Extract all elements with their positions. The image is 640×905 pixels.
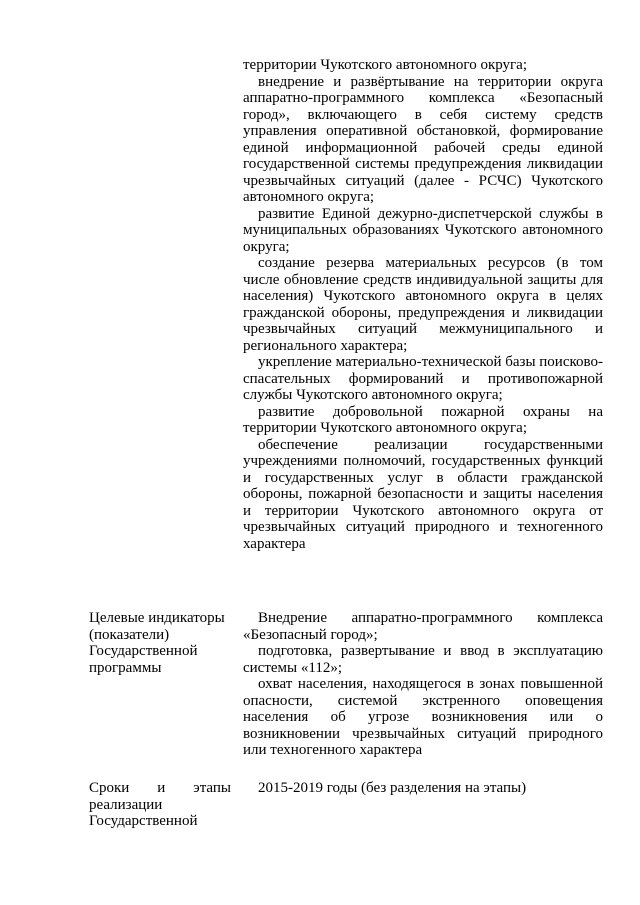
paragraph: обеспечение реализации государственными учреждениями полномочий, государственных функций и государственных услуг в области гражданской обороны, пожарной безопасности и защиты населения и территории Чукотского автономного округа от чрезвычайных ситуаций природного и техногенного характера <box>243 436 603 552</box>
row-label-indicators <box>89 610 231 676</box>
row-label-terms <box>89 780 231 830</box>
paragraph: подготовка, развертывание и ввод в эксплуатацию системы «112»; <box>243 643 603 676</box>
indicators-content <box>243 610 603 759</box>
paragraph: охват населения, находящегося в зонах повышенной опасности, системой экстренного оповещения населения об угрозе возникновения или о возникновении чрезвычайных ситуаций природного или техногенного характера <box>243 676 603 758</box>
paragraph: 2015-2019 годы (без разделения на этапы) <box>258 780 527 796</box>
paragraph: создание резерва материальных ресурсов (в том числе обновление средств индивидуальной защиты для населения) Чукотского автономного округа в целях гражданской обороны, предупреждения и ликвидации чрезвычайных ситуаций межмуниципального и регионального характера; <box>243 255 603 354</box>
paragraph: территории Чукотского автономного округа; <box>243 57 528 73</box>
paragraph: развитие Единой дежурно-диспетчерской службы в муниципальных образованиях Чукотского автономного округа; <box>243 205 603 255</box>
terms-content <box>243 780 603 797</box>
paragraph: Внедрение аппаратно-программного комплекса «Безопасный город»; <box>243 610 603 643</box>
row-label-line: реализации <box>89 796 163 813</box>
paragraph: внедрение и развёртывание на территории округа аппаратно-программного комплекса «Безопасный город», включающего в себя систему средств управления оперативной обстановкой, формирование единой информационной рабочей среды единой государственной системы предупреждения ликвидации чрезвычайных ситуаций (далее - РСЧС) Чукотского автономного округа; <box>243 73 603 205</box>
paragraph: укрепление материально-технической базы поисково-спасательных формирований и противопожарной службы Чукотского автономного округа; <box>243 354 603 403</box>
row-label-line: Государственной <box>89 813 198 829</box>
row-label-text: Целевые индикаторы (показатели) Государственной программы <box>89 610 225 676</box>
tasks-content <box>243 57 603 552</box>
row-label-line: Сроки и этапы <box>89 780 231 796</box>
paragraph: развитие добровольной пожарной охраны на территории Чукотского автономного округа; <box>243 403 603 436</box>
